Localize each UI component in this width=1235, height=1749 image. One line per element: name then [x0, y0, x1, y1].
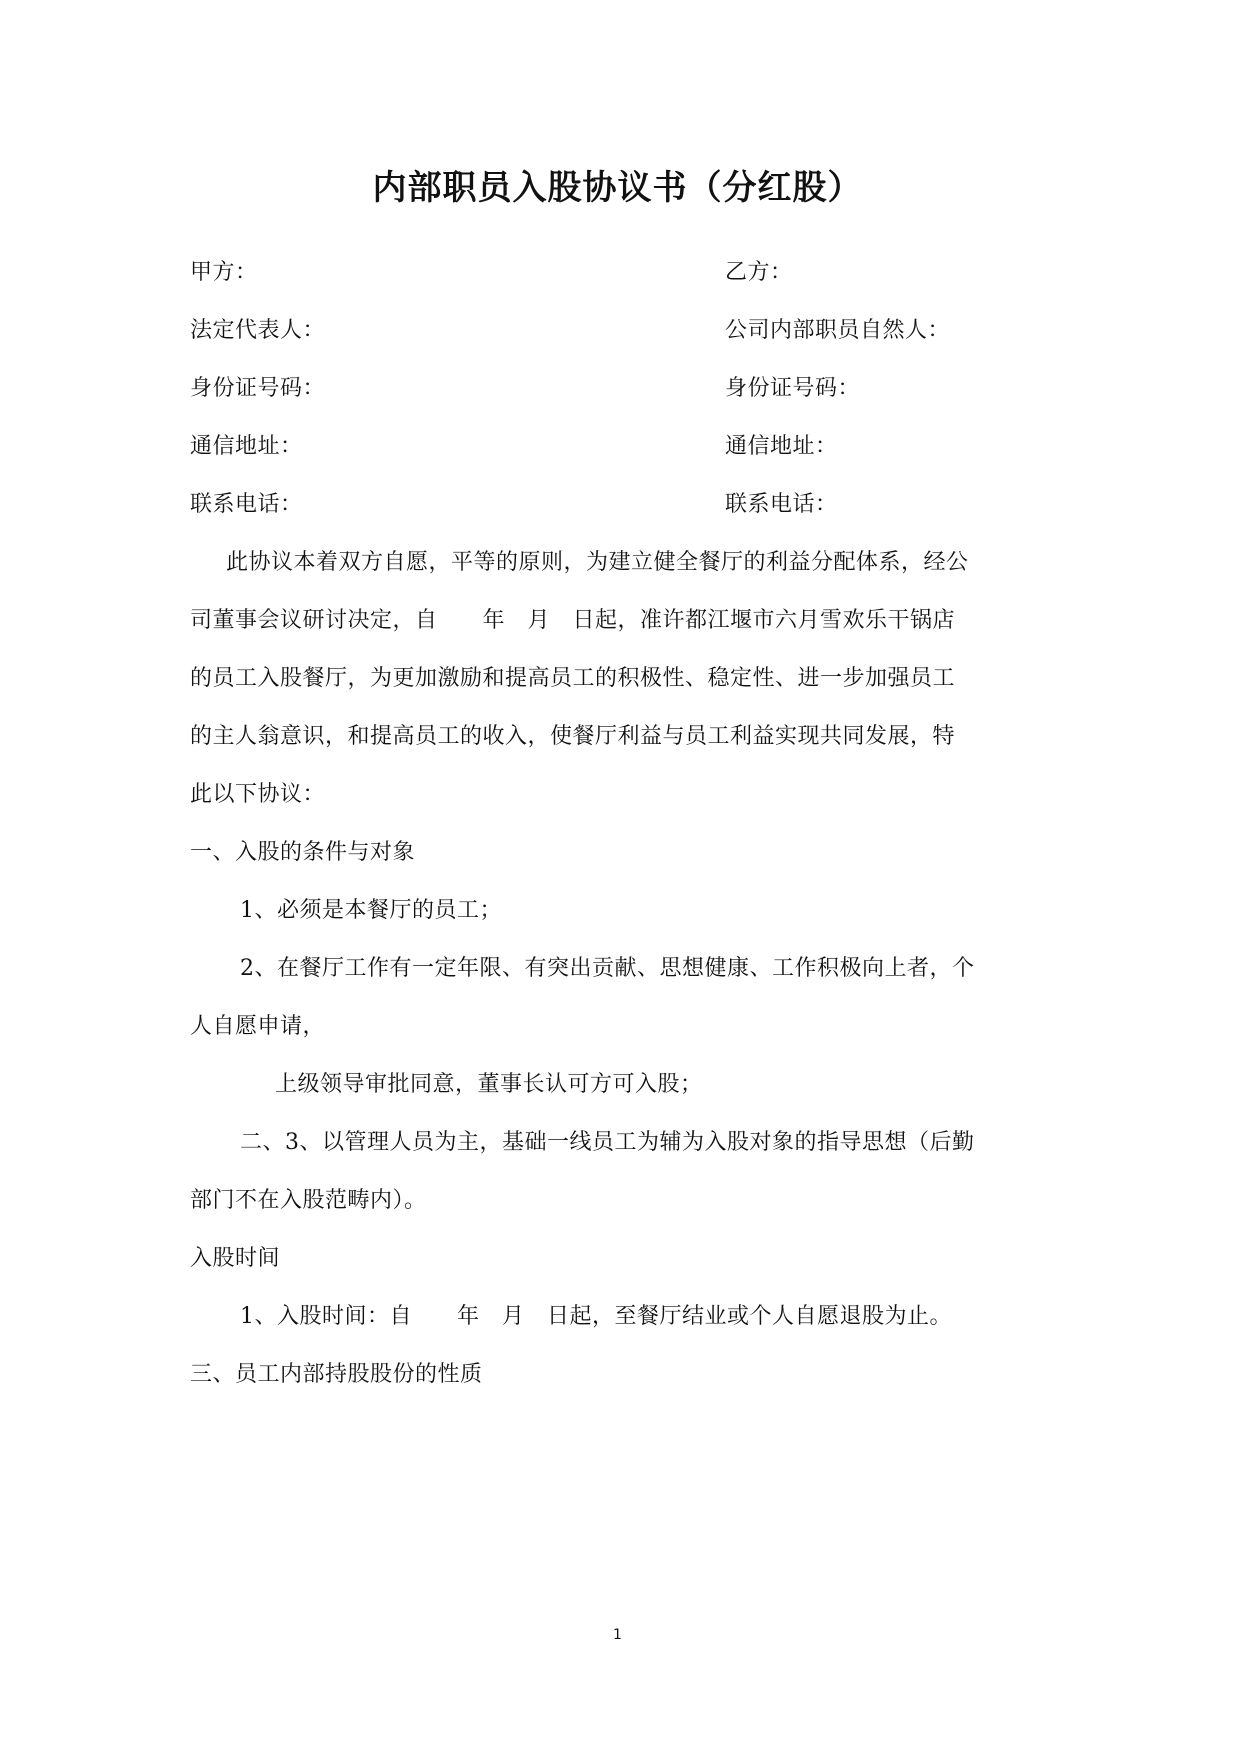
section1-approval: 上级领导审批同意，董事长认可方可入股； — [275, 1072, 703, 1097]
intro-line: 的员工入股餐厅，为更加激励和提高员工的积极性、稳定性、进一步加强员工 — [190, 666, 956, 691]
section3-heading: 三、员工内部持股股份的性质 — [190, 1362, 483, 1387]
section1-item2-line2: 人自愿申请， — [190, 1014, 326, 1039]
intro-line: 此以下协议： — [190, 782, 326, 807]
party-b-label: 乙方： — [725, 260, 793, 285]
party-a-phone: 联系电话： — [190, 492, 303, 517]
page-number: 1 — [613, 1627, 622, 1643]
party-b-address: 通信地址： — [725, 434, 838, 459]
time-heading: 入股时间 — [190, 1246, 281, 1271]
section2-line2: 部门不在入股范畴内）。 — [190, 1188, 427, 1213]
time-item1: 1、入股时间：自 年 月 日起，至餐厅结业或个人自愿退股为止。 — [240, 1304, 952, 1329]
party-a-label: 甲方： — [190, 260, 258, 285]
party-a-id-number: 身份证号码： — [190, 376, 326, 401]
section2-line1: 二、3、以管理人员为主，基础一线员工为辅为入股对象的指导思想（后勤 — [240, 1130, 975, 1155]
section1-heading: 一、入股的条件与对象 — [190, 840, 416, 865]
document-title: 内部职员入股协议书（分红股） — [372, 168, 863, 208]
party-a-address: 通信地址： — [190, 434, 303, 459]
intro-line: 此协议本着双方自愿，平等的原则，为建立健全餐厅的利益分配体系，经公 — [226, 550, 969, 575]
intro-line: 的主人翁意识，和提高员工的收入，使餐厅利益与员工利益实现共同发展，特 — [190, 724, 956, 749]
party-b-id-number: 身份证号码： — [725, 376, 861, 401]
party-a-representative: 法定代表人： — [190, 318, 326, 343]
section1-item1: 1、必须是本餐厅的员工； — [240, 898, 502, 923]
party-b-phone: 联系电话： — [725, 492, 838, 517]
intro-line: 司董事会议研讨决定，自 年 月 日起，准许都江堰市六月雪欢乐干锅店 — [190, 608, 956, 633]
section1-item2-line1: 2、在餐厅工作有一定年限、有突出贡献、思想健康、工作积极向上者，个 — [240, 956, 975, 981]
party-b-person: 公司内部职员自然人： — [725, 318, 951, 343]
